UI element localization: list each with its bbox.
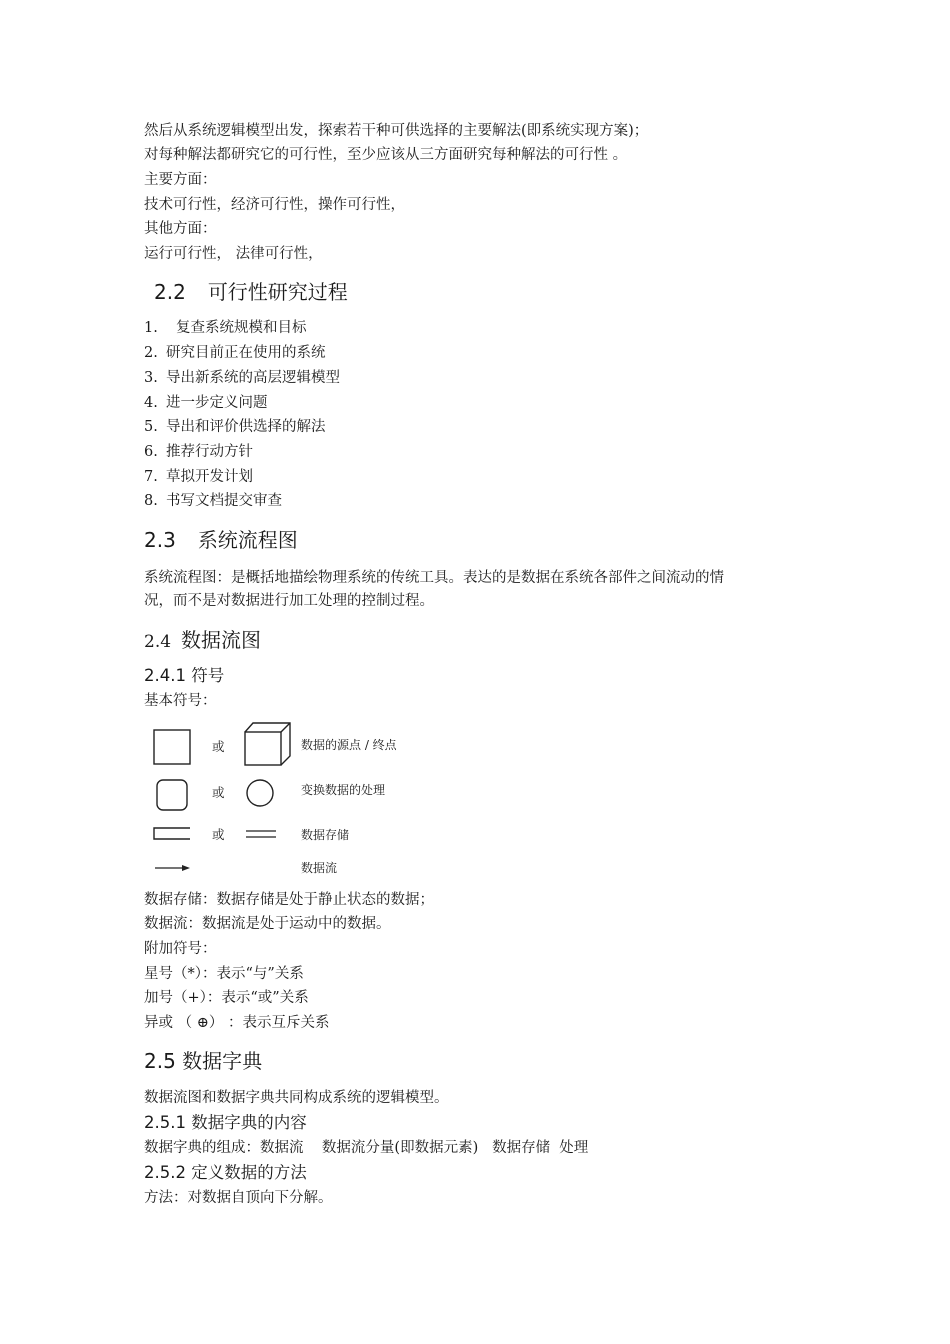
section-number: 2.3 (144, 528, 176, 552)
list-item (144, 442, 253, 462)
data-flow-definition: 数据流：数据流是处于运动中的数据。 (144, 916, 391, 932)
asterisk-symbol-line: 星号（*）：表示“与”关系 (144, 966, 304, 982)
plus-symbol-line: 加号（+）：表示“或”关系 (144, 990, 309, 1006)
subsection-2-5-1-heading: 2.5.1 数据字典的内容 (144, 1113, 307, 1132)
source-sink-square-icon (154, 730, 190, 764)
subsection-2-4-1-heading: 2.4.1 符号 (144, 666, 225, 685)
intro-line-4: 技术可行性，经济可行性，操作可行性， (144, 197, 405, 213)
data-dictionary-components: 数据字典的组成：数据流 数据流分量(即数据元素) 数据存储 处理 (144, 1140, 589, 1156)
legend-process-label: 变换数据的处理 (301, 783, 386, 797)
legend-store-label: 数据存储 (301, 828, 350, 842)
list-item-number: 4. (144, 395, 158, 411)
list-item-text: 导出新系统的高层逻辑模型 (166, 370, 340, 386)
list-item-number: 5. (144, 419, 158, 435)
list-item (144, 343, 326, 363)
list-item-text: 推荐行动方针 (166, 444, 253, 460)
or-label: 或 (212, 785, 225, 800)
list-item-number: 2. (144, 345, 158, 361)
list-item-text: 书写文档提交审查 (166, 493, 282, 509)
list-item-text: 研究目前正在使用的系统 (166, 345, 326, 361)
additional-symbols-label: 附加符号： (144, 941, 217, 957)
section-2-4-heading (144, 627, 261, 655)
list-item (144, 467, 253, 487)
source-sink-cube-icon (245, 723, 290, 765)
list-item (144, 393, 268, 413)
list-item-number: 7. (144, 469, 158, 485)
section-2-2-heading (154, 279, 348, 305)
section-title: 数据流图 (181, 628, 262, 652)
intro-line-1: 然后从系统逻辑模型出发，探索若干种可供选择的主要解法(即系统实现方案)； (144, 123, 649, 139)
data-definition-method: 方法：对数据自顶向下分解。 (144, 1190, 333, 1206)
list-item (144, 491, 282, 511)
process-rounded-box-icon (157, 780, 187, 810)
section-2-3-heading (144, 527, 298, 553)
data-store-double-line-icon (246, 831, 276, 837)
section-2-3-para-line-2: 况，而不是对数据进行加工处理的控制过程。 (144, 593, 434, 609)
intro-line-3: 主要方面： (144, 172, 217, 188)
section-2-3-para-line-1: 系统流程图：是概括地描绘物理系统的传统工具。表达的是数据在系统各部件之间流动的情 (144, 570, 724, 586)
section-title: 可行性研究过程 (207, 280, 348, 304)
intro-line-5: 其他方面： (144, 221, 217, 237)
list-item (144, 417, 326, 437)
data-store-definition: 数据存储：数据存储是处于静止状态的数据； (144, 892, 434, 908)
data-flow-arrow-icon (155, 865, 190, 871)
list-item-text: 进一步定义问题 (166, 395, 268, 411)
or-label: 或 (212, 739, 225, 754)
data-store-open-box-icon (154, 828, 190, 839)
list-item-text: 导出和评价供选择的解法 (166, 419, 326, 435)
list-item-text: 复查系统规模和目标 (176, 320, 307, 336)
list-item-number: 3. (144, 370, 158, 386)
or-label: 或 (212, 827, 225, 842)
process-circle-icon (247, 780, 273, 806)
section-number: 2.4 (144, 632, 172, 652)
list-item-text: 草拟开发计划 (166, 469, 253, 485)
basic-symbols-label: 基本符号： (144, 693, 217, 709)
intro-line-2: 对每种解法都研究它的可行性，至少应该从三方面研究每种解法的可行性 。 (144, 147, 628, 163)
legend-source-sink-label: 数据的源点 / 终点 (301, 738, 397, 752)
list-item-number: 1. (144, 320, 158, 336)
section-title: 系统流程图 (197, 528, 298, 552)
list-item-number: 8. (144, 493, 158, 509)
section-2-5-para: 数据流图和数据字典共同构成系统的逻辑模型。 (144, 1090, 449, 1106)
section-2-5-heading: 2.5 数据字典 (144, 1049, 263, 1073)
intro-line-6: 运行可行性， 法律可行性， (144, 246, 323, 262)
list-item (144, 318, 307, 338)
legend-flow-label: 数据流 (301, 861, 338, 875)
section-number: 2.2 (154, 280, 186, 304)
list-item-number: 6. (144, 444, 158, 460)
subsection-2-5-2-heading: 2.5.2 定义数据的方法 (144, 1163, 307, 1182)
list-item (144, 368, 340, 388)
xor-symbol-line: 异或 （ ⊕） ：表示互斥关系 (144, 1015, 330, 1031)
